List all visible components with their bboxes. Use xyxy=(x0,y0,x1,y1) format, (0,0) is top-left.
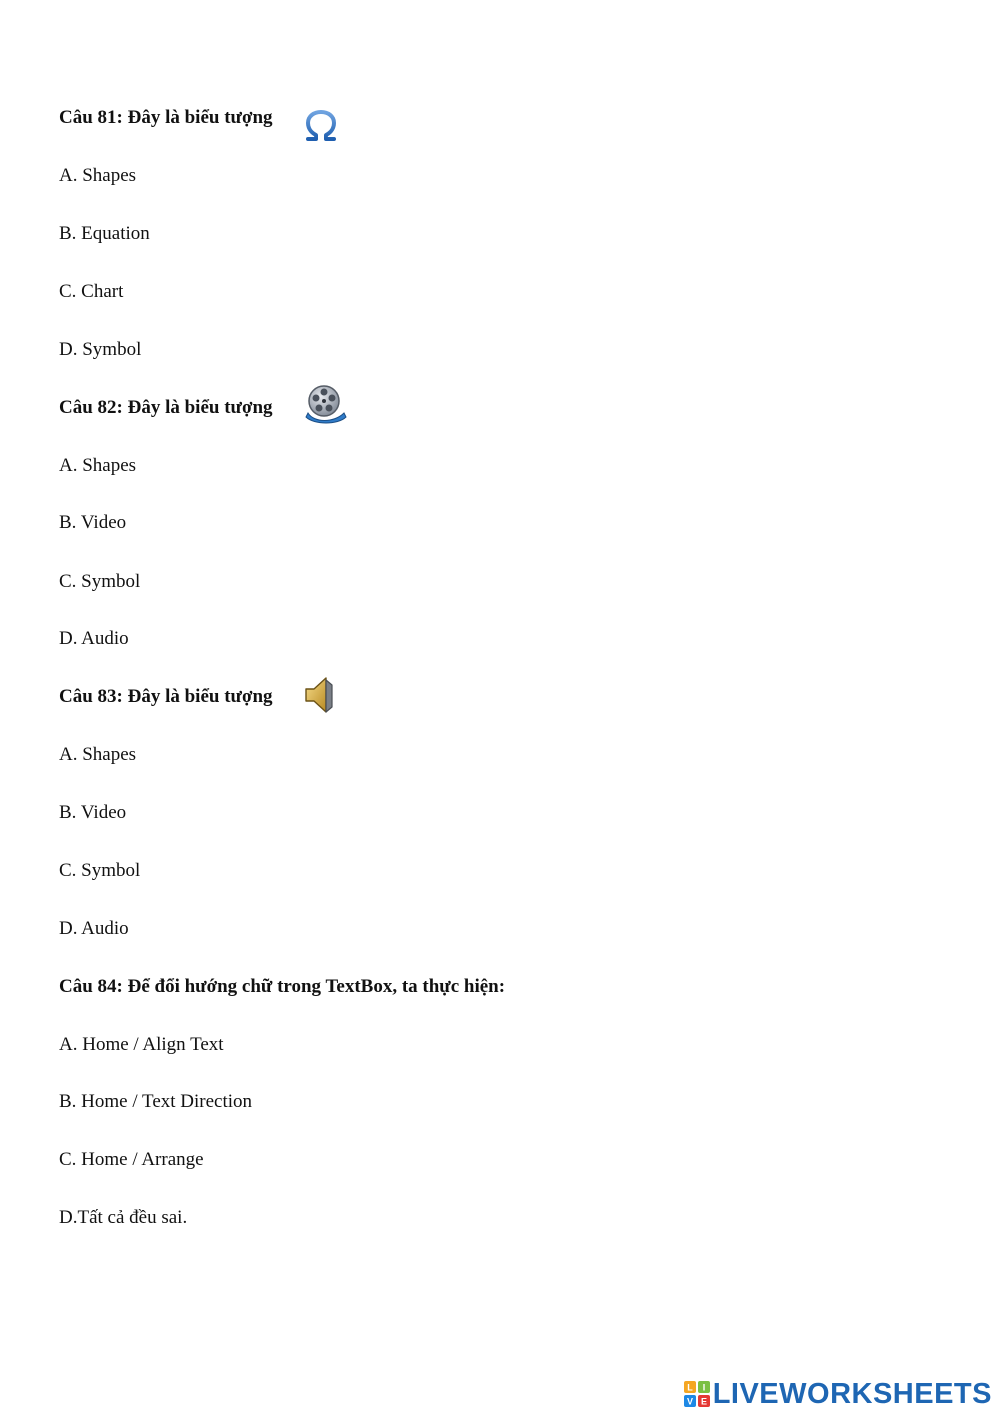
question-84-option-d[interactable]: D.Tất cả đều sai. xyxy=(59,1207,188,1228)
question-83-option-c[interactable]: C. Symbol xyxy=(59,860,141,881)
question-84-option-a[interactable]: A. Home / Align Text xyxy=(59,1034,224,1055)
svg-text:V: V xyxy=(686,1396,693,1407)
question-84-option-b[interactable]: B. Home / Text Direction xyxy=(59,1091,253,1112)
video-film-reel-icon xyxy=(304,383,348,425)
liveworksheets-logo-icon xyxy=(684,1381,710,1407)
svg-text:I: I xyxy=(702,1382,705,1393)
question-82-option-b[interactable]: B. Video xyxy=(59,512,127,533)
question-84-option-c[interactable]: C. Home / Arrange xyxy=(59,1149,204,1170)
liveworksheets-branding xyxy=(684,1375,992,1413)
question-83-option-a[interactable]: A. Shapes xyxy=(59,744,137,765)
question-82-option-a[interactable]: A. Shapes xyxy=(59,455,137,476)
speaker-audio-icon xyxy=(302,675,338,715)
question-81-option-a[interactable]: A. Shapes xyxy=(59,165,137,186)
question-82-option-c[interactable]: C. Symbol xyxy=(59,571,141,592)
question-81-option-b[interactable]: B. Equation xyxy=(59,223,150,244)
question-83-title: Câu 83: Đây là biểu tượng xyxy=(59,686,273,707)
question-84-title: Câu 84: Để đổi hướng chữ trong TextBox, ta thực hiện: xyxy=(59,976,506,997)
question-81-option-d[interactable]: D. Symbol xyxy=(59,339,142,360)
svg-text:L: L xyxy=(686,1382,693,1393)
question-83-option-b[interactable]: B. Video xyxy=(59,802,127,823)
question-82-title: Câu 82: Đây là biểu tượng xyxy=(59,397,273,418)
omega-symbol-icon xyxy=(302,108,340,144)
question-82-option-d[interactable]: D. Audio xyxy=(59,628,129,649)
brand-name: LIVEWORKSHEETS xyxy=(712,1378,992,1410)
question-81-option-c[interactable]: C. Chart xyxy=(59,281,124,302)
svg-text:E: E xyxy=(700,1396,707,1407)
question-81-title: Câu 81: Đây là biểu tượng xyxy=(59,107,273,128)
question-83-option-d[interactable]: D. Audio xyxy=(59,918,129,939)
